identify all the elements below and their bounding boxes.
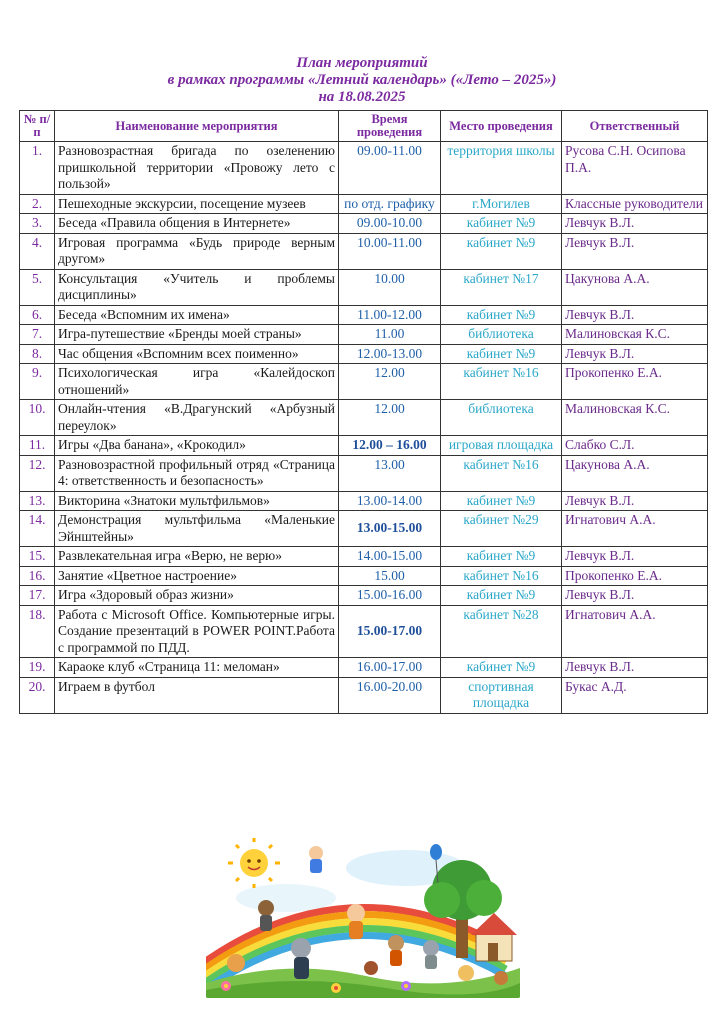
page-title — [0, 55, 724, 106]
event-place: игровая площадка — [441, 436, 562, 456]
event-time: 09.00-10.00 — [339, 214, 441, 234]
event-name: Игра-путешествие «Бренды моей страны» — [55, 325, 339, 345]
event-name: Развлекательная игра «Верю, не верю» — [55, 547, 339, 567]
header-time: Время проведения — [339, 111, 441, 142]
event-name: Игры «Два банана», «Крокодил» — [55, 436, 339, 456]
event-name: Работа с Microsoft Office. Компьютерные игры. Создание презентаций в POWER POINT.Работа с программой по ПДД. — [55, 605, 339, 658]
event-responsible: Классные руководители — [562, 194, 708, 214]
event-place: спортивная площадка — [441, 677, 562, 713]
table-row — [20, 233, 708, 269]
row-num: 10. — [20, 400, 55, 436]
event-responsible: Левчук В.Л. — [562, 586, 708, 606]
event-time: 10.00-11.00 — [339, 233, 441, 269]
row-num: 1. — [20, 142, 55, 195]
row-num: 19. — [20, 658, 55, 678]
event-name: Игровая программа «Будь природе верным другом» — [55, 233, 339, 269]
table-row — [20, 491, 708, 511]
event-time: 13.00-14.00 — [339, 491, 441, 511]
event-time: 16.00-20.00 — [339, 677, 441, 713]
row-num: 7. — [20, 325, 55, 345]
header-name: Наименование мероприятия — [55, 111, 339, 142]
event-name: Разновозрастной профильный отряд «Страница 4: ответственность и безопасность» — [55, 455, 339, 491]
table-row — [20, 436, 708, 456]
row-num: 15. — [20, 547, 55, 567]
header-resp: Ответственный — [562, 111, 708, 142]
table-row — [20, 586, 708, 606]
row-num: 13. — [20, 491, 55, 511]
event-place: кабинет №9 — [441, 547, 562, 567]
row-num: 16. — [20, 566, 55, 586]
summer-cartoon-illustration — [206, 838, 520, 998]
event-name: Беседа «Правила общения в Интернете» — [55, 214, 339, 234]
event-responsible: Левчук В.Л. — [562, 547, 708, 567]
event-place: кабинет №9 — [441, 586, 562, 606]
table-row — [20, 605, 708, 658]
event-name: Караоке клуб «Страница 11: меломан» — [55, 658, 339, 678]
event-name: Час общения «Вспомним всех поименно» — [55, 344, 339, 364]
table-row — [20, 344, 708, 364]
event-responsible: Прокопенко Е.А. — [562, 364, 708, 400]
event-name: Беседа «Вспомним их имена» — [55, 305, 339, 325]
event-place: библиотека — [441, 400, 562, 436]
event-time: 11.00-12.00 — [339, 305, 441, 325]
event-time: 13.00 — [339, 455, 441, 491]
table-row — [20, 142, 708, 195]
row-num: 5. — [20, 269, 55, 305]
event-place: кабинет №9 — [441, 658, 562, 678]
event-name: Играем в футбол — [55, 677, 339, 713]
event-time: 15.00-17.00 — [339, 605, 441, 658]
event-responsible: Прокопенко Е.А. — [562, 566, 708, 586]
event-name: Онлайн-чтения «В.Драгунский «Арбузный переулок» — [55, 400, 339, 436]
event-time: 13.00-15.00 — [339, 511, 441, 547]
event-time: 15.00-16.00 — [339, 586, 441, 606]
row-num: 6. — [20, 305, 55, 325]
event-place: кабинет №16 — [441, 455, 562, 491]
event-time: 10.00 — [339, 269, 441, 305]
event-name: Занятие «Цветное настроение» — [55, 566, 339, 586]
event-responsible: Букас А.Д. — [562, 677, 708, 713]
header-num: № п/п — [20, 111, 55, 142]
event-place: кабинет №16 — [441, 364, 562, 400]
event-place: кабинет №16 — [441, 566, 562, 586]
event-place: кабинет №29 — [441, 511, 562, 547]
event-place: библиотека — [441, 325, 562, 345]
event-place: территория школы — [441, 142, 562, 195]
event-responsible: Слабко С.Л. — [562, 436, 708, 456]
table-row — [20, 269, 708, 305]
row-num: 11. — [20, 436, 55, 456]
events-table — [19, 110, 708, 714]
event-place: кабинет №9 — [441, 233, 562, 269]
row-num: 8. — [20, 344, 55, 364]
row-num: 4. — [20, 233, 55, 269]
title-line-1: План мероприятий — [296, 55, 428, 71]
event-time: 12.00-13.00 — [339, 344, 441, 364]
event-responsible: Цакунова А.А. — [562, 455, 708, 491]
row-num: 20. — [20, 677, 55, 713]
table-row — [20, 547, 708, 567]
event-place: кабинет №9 — [441, 491, 562, 511]
event-name: Игра «Здоровый образ жизни» — [55, 586, 339, 606]
event-responsible: Игнатович А.А. — [562, 605, 708, 658]
event-name: Психологическая игра «Калейдоскоп отношений» — [55, 364, 339, 400]
table-row — [20, 455, 708, 491]
table-row — [20, 658, 708, 678]
event-time: 12.00 — [339, 364, 441, 400]
event-time: 12.00 — [339, 400, 441, 436]
row-num: 12. — [20, 455, 55, 491]
event-name: Демонстрация мультфильма «Маленькие Эйнштейны» — [55, 511, 339, 547]
row-num: 3. — [20, 214, 55, 234]
event-time: 09.00-11.00 — [339, 142, 441, 195]
event-time: 14.00-15.00 — [339, 547, 441, 567]
event-name: Разновозрастная бригада по озеленению пришкольной территории «Провожу лето с пользой» — [55, 142, 339, 195]
event-responsible: Левчук В.Л. — [562, 214, 708, 234]
table-row — [20, 511, 708, 547]
event-responsible: Игнатович А.А. — [562, 511, 708, 547]
row-num: 17. — [20, 586, 55, 606]
event-responsible: Левчук В.Л. — [562, 305, 708, 325]
event-time: 12.00 – 16.00 — [339, 436, 441, 456]
table-row — [20, 677, 708, 713]
header-place: Место проведения — [441, 111, 562, 142]
event-place: кабинет №9 — [441, 214, 562, 234]
event-responsible: Цакунова А.А. — [562, 269, 708, 305]
row-num: 2. — [20, 194, 55, 214]
event-responsible: Левчук В.Л. — [562, 344, 708, 364]
event-name: Викторина «Знатоки мультфильмов» — [55, 491, 339, 511]
table-row — [20, 325, 708, 345]
event-responsible: Русова С.Н. Осипова П.А. — [562, 142, 708, 195]
table-header-row — [20, 111, 708, 142]
event-responsible: Малиновская К.С. — [562, 400, 708, 436]
event-place: кабинет №9 — [441, 305, 562, 325]
row-num: 14. — [20, 511, 55, 547]
event-place: г.Могилев — [441, 194, 562, 214]
event-responsible: Левчук В.Л. — [562, 233, 708, 269]
event-time: 11.00 — [339, 325, 441, 345]
event-place: кабинет №28 — [441, 605, 562, 658]
table-row — [20, 305, 708, 325]
event-place: кабинет №9 — [441, 344, 562, 364]
event-time: по отд. графику — [339, 194, 441, 214]
table-row — [20, 364, 708, 400]
title-line-3: на 18.08.2025 — [318, 89, 406, 105]
event-responsible: Малиновская К.С. — [562, 325, 708, 345]
event-time: 15.00 — [339, 566, 441, 586]
event-time: 16.00-17.00 — [339, 658, 441, 678]
row-num: 9. — [20, 364, 55, 400]
event-name: Консультация «Учитель и проблемы дисциплины» — [55, 269, 339, 305]
table-row — [20, 194, 708, 214]
event-place: кабинет №17 — [441, 269, 562, 305]
row-num: 18. — [20, 605, 55, 658]
event-name: Пешеходные экскурсии, посещение музеев — [55, 194, 339, 214]
title-line-2: в рамках программы «Летний календарь» («Лето – 2025») — [167, 72, 557, 88]
event-responsible: Левчук В.Л. — [562, 491, 708, 511]
event-responsible: Левчук В.Л. — [562, 658, 708, 678]
table-row — [20, 400, 708, 436]
table-row — [20, 566, 708, 586]
table-row — [20, 214, 708, 234]
